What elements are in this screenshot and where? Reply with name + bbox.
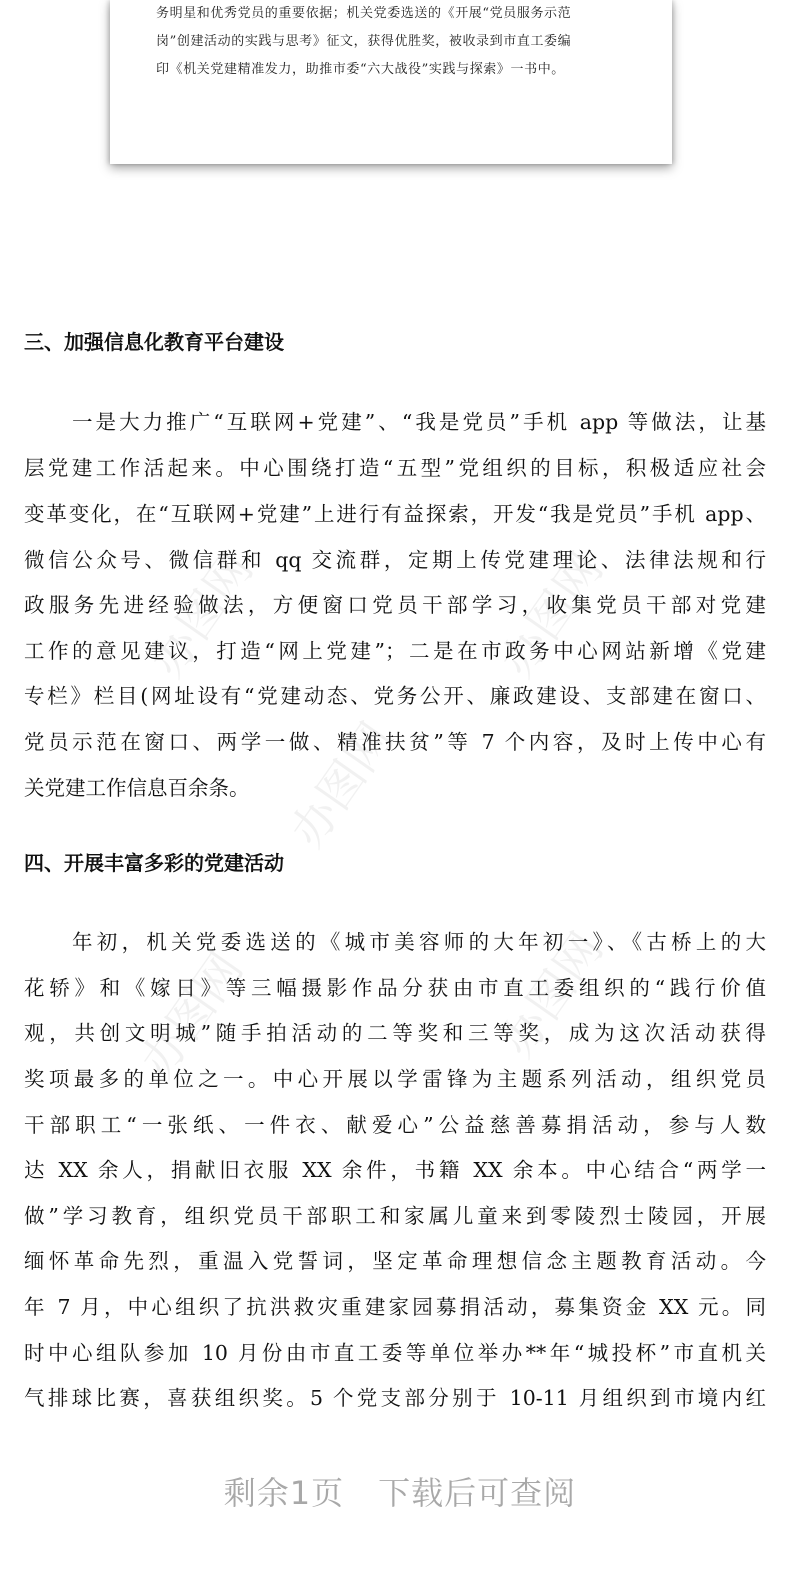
paragraph-line: 党员示范在窗口、两学一做、精准扶贫”等 7 个内容，及时上传中心有 (24, 730, 766, 754)
paragraph-line: 奖项最多的单位之一。中心开展以学雷锋为主题系列活动，组织党员 (24, 1067, 766, 1091)
remaining-pages-label: 剩余1页 (223, 1474, 345, 1512)
paragraph-line: 做”学习教育，组织党员干部职工和家属儿童来到零陵烈士陵园，开展 (24, 1204, 766, 1228)
paragraph-line: 年 7 月，中心组织了抗洪救灾重建家园募捐活动，募集资金 XX 元。同 (24, 1295, 766, 1319)
watermark-text: 办图网 (489, 922, 614, 1067)
paragraph-line: 达 XX 余人，捐献旧衣服 XX 余件，书籍 XX 余本。中心结合“两学一 (24, 1158, 766, 1182)
paragraph-line: 缅怀革命先烈，重温入党誓词，坚定革命理想信念主题教育活动。今 (24, 1249, 766, 1273)
paragraph-line: 层党建工作活起来。中心围绕打造“五型”党组织的目标，积极适应社会 (24, 456, 766, 480)
paragraph-line: 时中心组队参加 10 月份由市直工委等单位举办**年“城投杯”市直机关 (24, 1341, 766, 1365)
card-text-line: 岗”创建活动的实践与思考》征文，获得优胜奖，被收录到市直工委编 (156, 34, 572, 49)
paragraph-line: 工作的意见建议，打造“网上党建”；二是在市政务中心网站新增《党建 (24, 639, 766, 663)
paragraph-line: 一是大力推广“互联网+党建”、“我是党员”手机 app 等做法，让基 (72, 410, 766, 434)
card-text-line: 务明星和优秀党员的重要依据；机关党委选送的《开展“党员服务示范 (156, 6, 572, 21)
paragraph-line: 变革变化，在“互联网+党建”上进行有益探索，开发“我是党员”手机 app、 (24, 502, 766, 526)
watermark-text: 办图网 (139, 542, 264, 687)
paragraph-line: 政服务先进经验做法，方便窗口党员干部学习，收集党员干部对党建 (24, 593, 766, 617)
paragraph-line: 专栏》栏目(网址设有“党建动态、党务公开、廉政建设、支部建在窗口、 (24, 684, 766, 708)
watermark-text: 办图网 (279, 712, 404, 857)
paragraph-line: 花轿》和《嫁日》等三幅摄影作品分获由市直工委组织的“践行价值 (24, 976, 766, 1000)
paragraph-line: 气排球比赛，喜获组织奖。5 个党支部分别于 10-11 月组织到市境内红 (24, 1386, 766, 1410)
section-heading: 四、开展丰富多彩的党建活动 (24, 851, 284, 875)
paragraph-line: 观，共创文明城”随手拍活动的二等奖和三等奖，成为这次活动获得 (24, 1021, 766, 1045)
paragraph-line: 干部职工“一张纸、一件衣、献爱心”公益慈善募捐活动，参与人数 (24, 1113, 766, 1137)
download-to-view-label: 下载后可查阅 (378, 1474, 577, 1512)
section-heading: 三、加强信息化教育平台建设 (24, 330, 284, 354)
paragraph-line: 关党建工作信息百余条。 (24, 776, 250, 800)
download-prompt[interactable] (0, 1468, 800, 1514)
card-text-line: 印《机关党建精准发力，助推市委“六大战役”实践与探索》一书中。 (156, 62, 565, 77)
paragraph-line: 微信公众号、微信群和 qq 交流群，定期上传党建理论、法律法规和行 (24, 548, 766, 572)
watermark-text: 办图网 (489, 542, 614, 687)
paragraph-line: 年初，机关党委选送的《城市美容师的大年初一》、《古桥上的大 (72, 930, 766, 954)
document-excerpt-card (110, 0, 672, 164)
watermark-text: 办图网 (129, 942, 254, 1087)
